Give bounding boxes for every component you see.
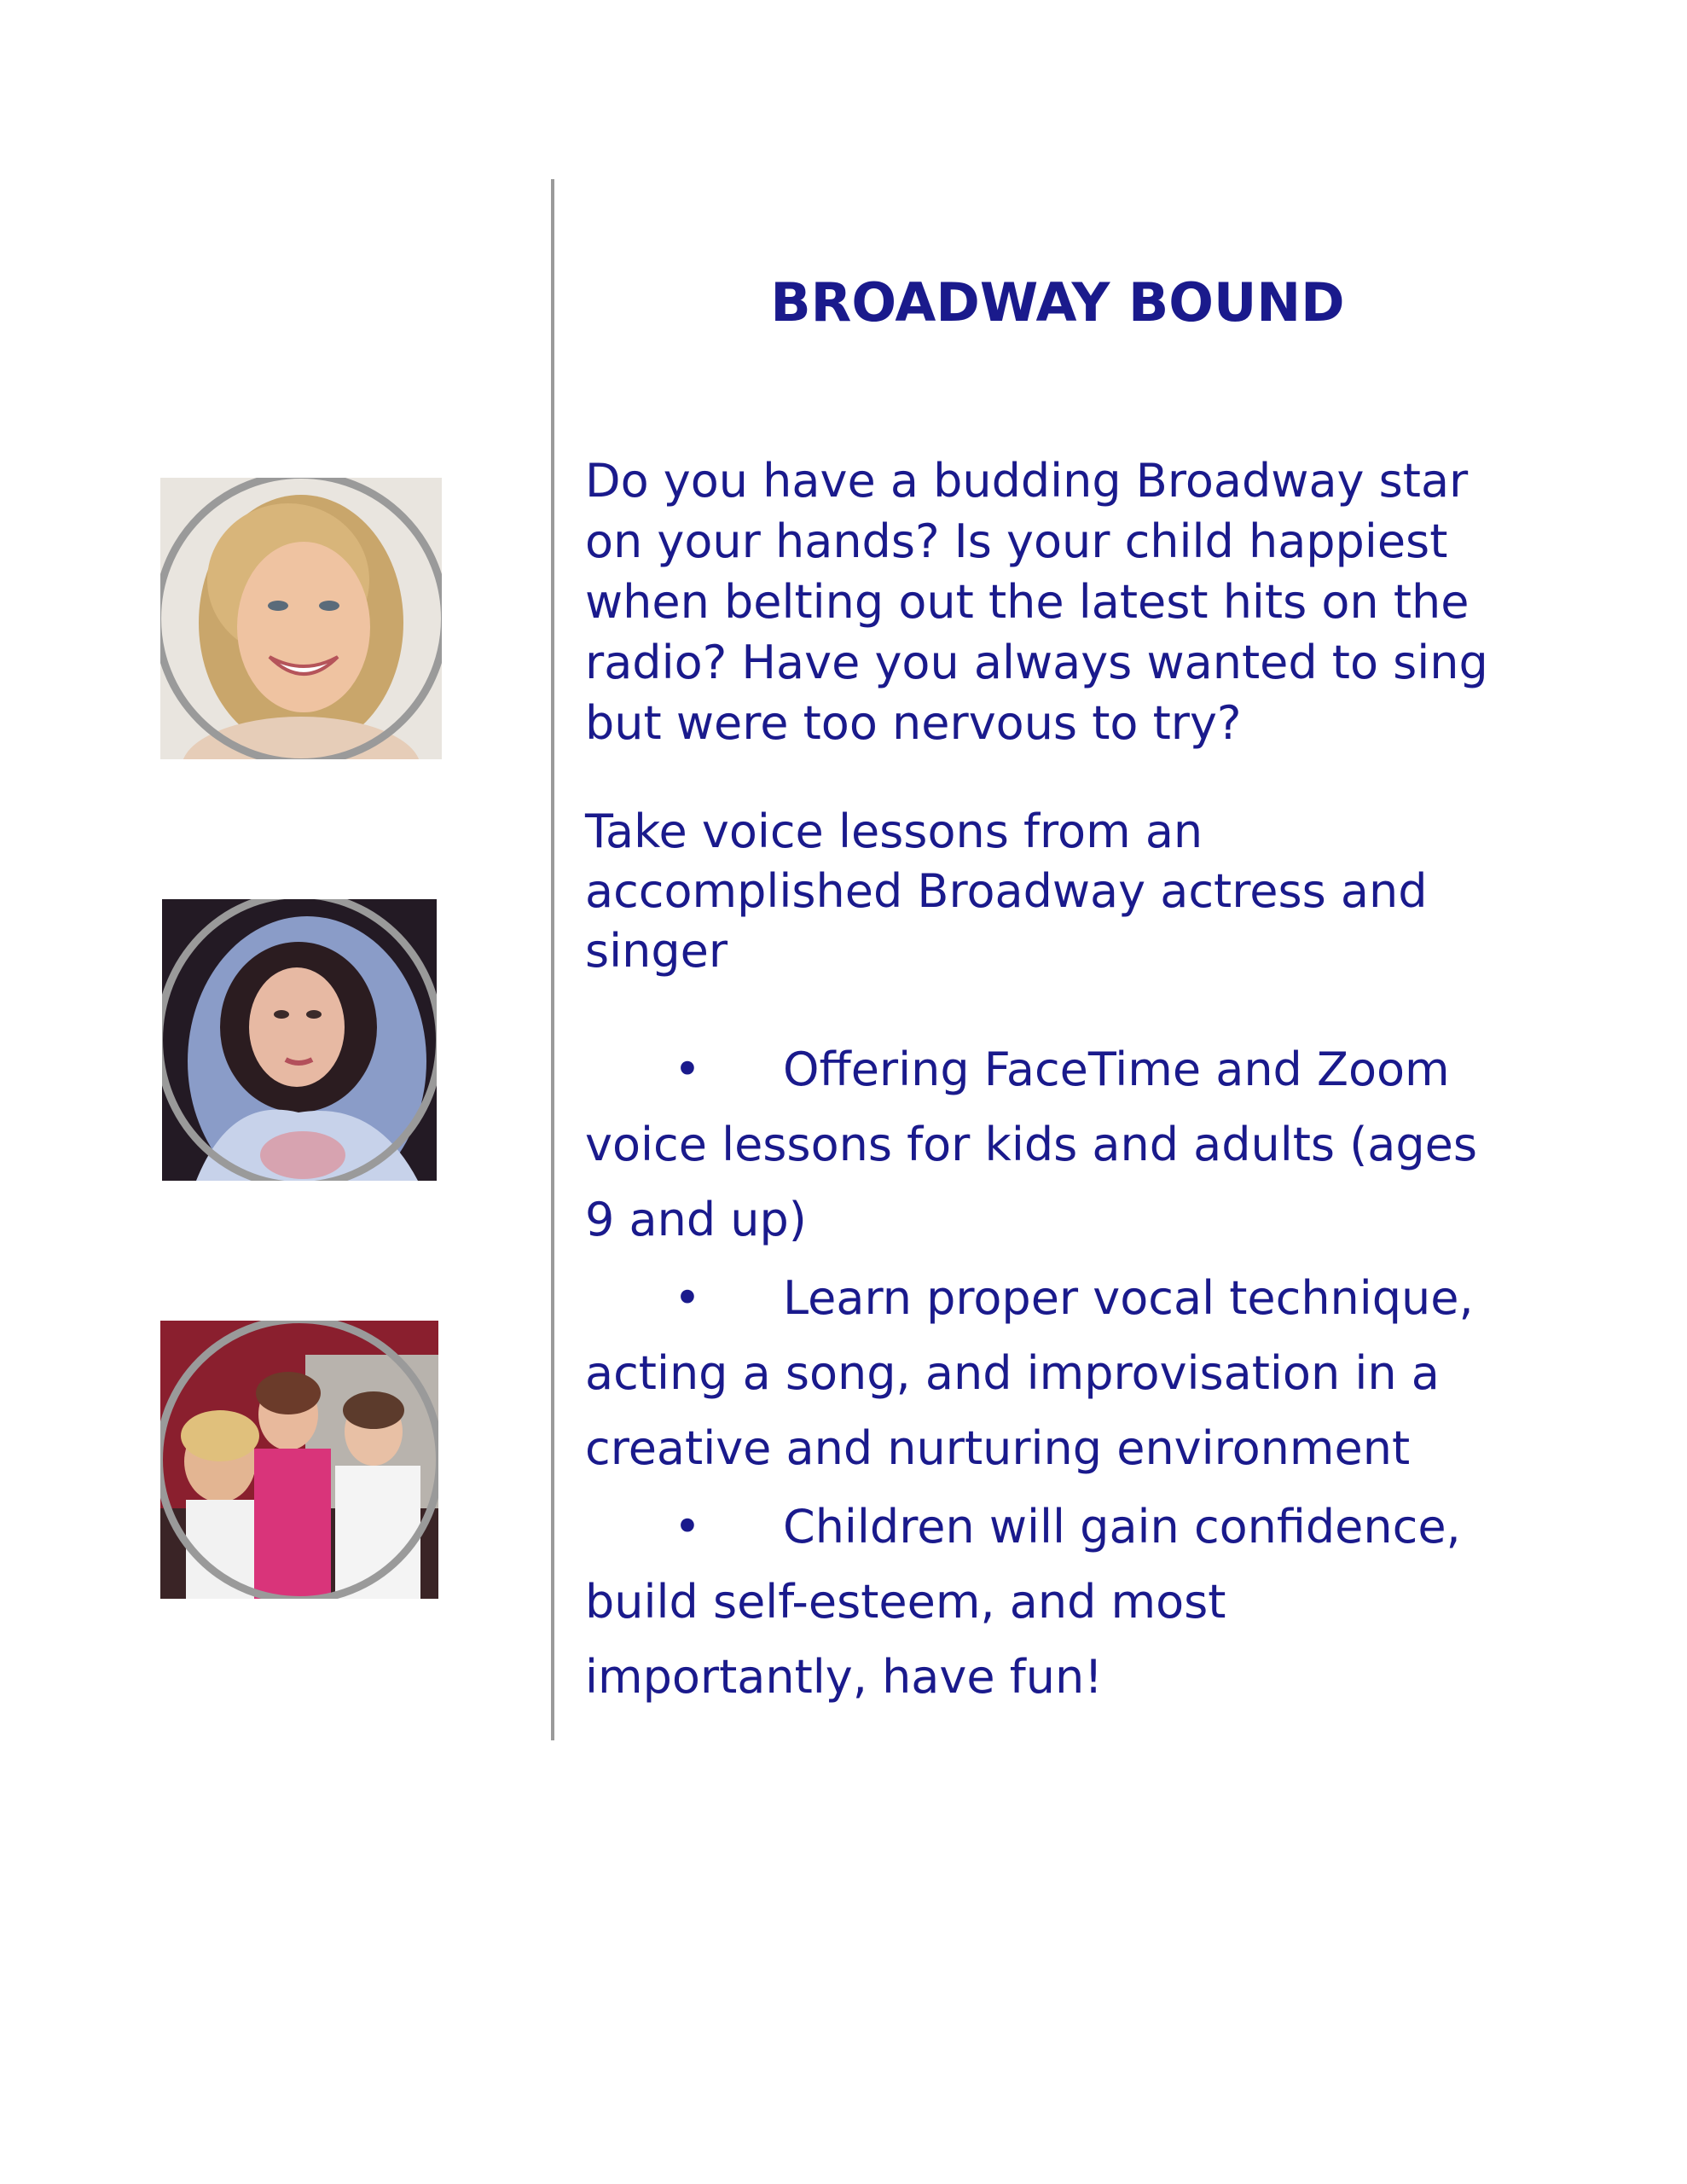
photo-ring <box>160 478 442 759</box>
lessons-paragraph: Take voice lessons from an accomplished Broadway actress and singer <box>585 804 1428 978</box>
headshot-photo <box>160 478 442 759</box>
photo-ring <box>162 899 437 1181</box>
list-item <box>585 1490 1506 1715</box>
bullet-icon: • <box>674 1500 701 1554</box>
list-item-text: Learn proper vocal technique, acting a song, and improvisation in a creative and nurturing environment <box>585 1271 1474 1475</box>
list-item-text: Offering FaceTime and Zoom voice lessons for kids and adults (ages 9 and up) <box>585 1043 1478 1246</box>
vertical-divider <box>551 179 554 1740</box>
photo-ring <box>160 1321 438 1599</box>
feature-list <box>585 1032 1506 1718</box>
bullet-icon: • <box>674 1043 701 1096</box>
kids-singing-photo <box>160 1321 438 1599</box>
costume-performer-photo <box>162 899 437 1181</box>
intro-paragraph: Do you have a budding Broadway star on your hands? Is your child happiest when belting out the latest hits on the radio? Have you always wanted to sing but were too nervous to try? <box>585 454 1488 750</box>
bullet-icon: • <box>674 1271 701 1325</box>
list-item-text: Children will gain confidence, build self-esteem, and most importantly, have fun! <box>585 1500 1461 1704</box>
list-item <box>585 1261 1506 1486</box>
list-item <box>585 1032 1506 1258</box>
page-title: BROADWAY BOUND <box>770 271 1345 334</box>
